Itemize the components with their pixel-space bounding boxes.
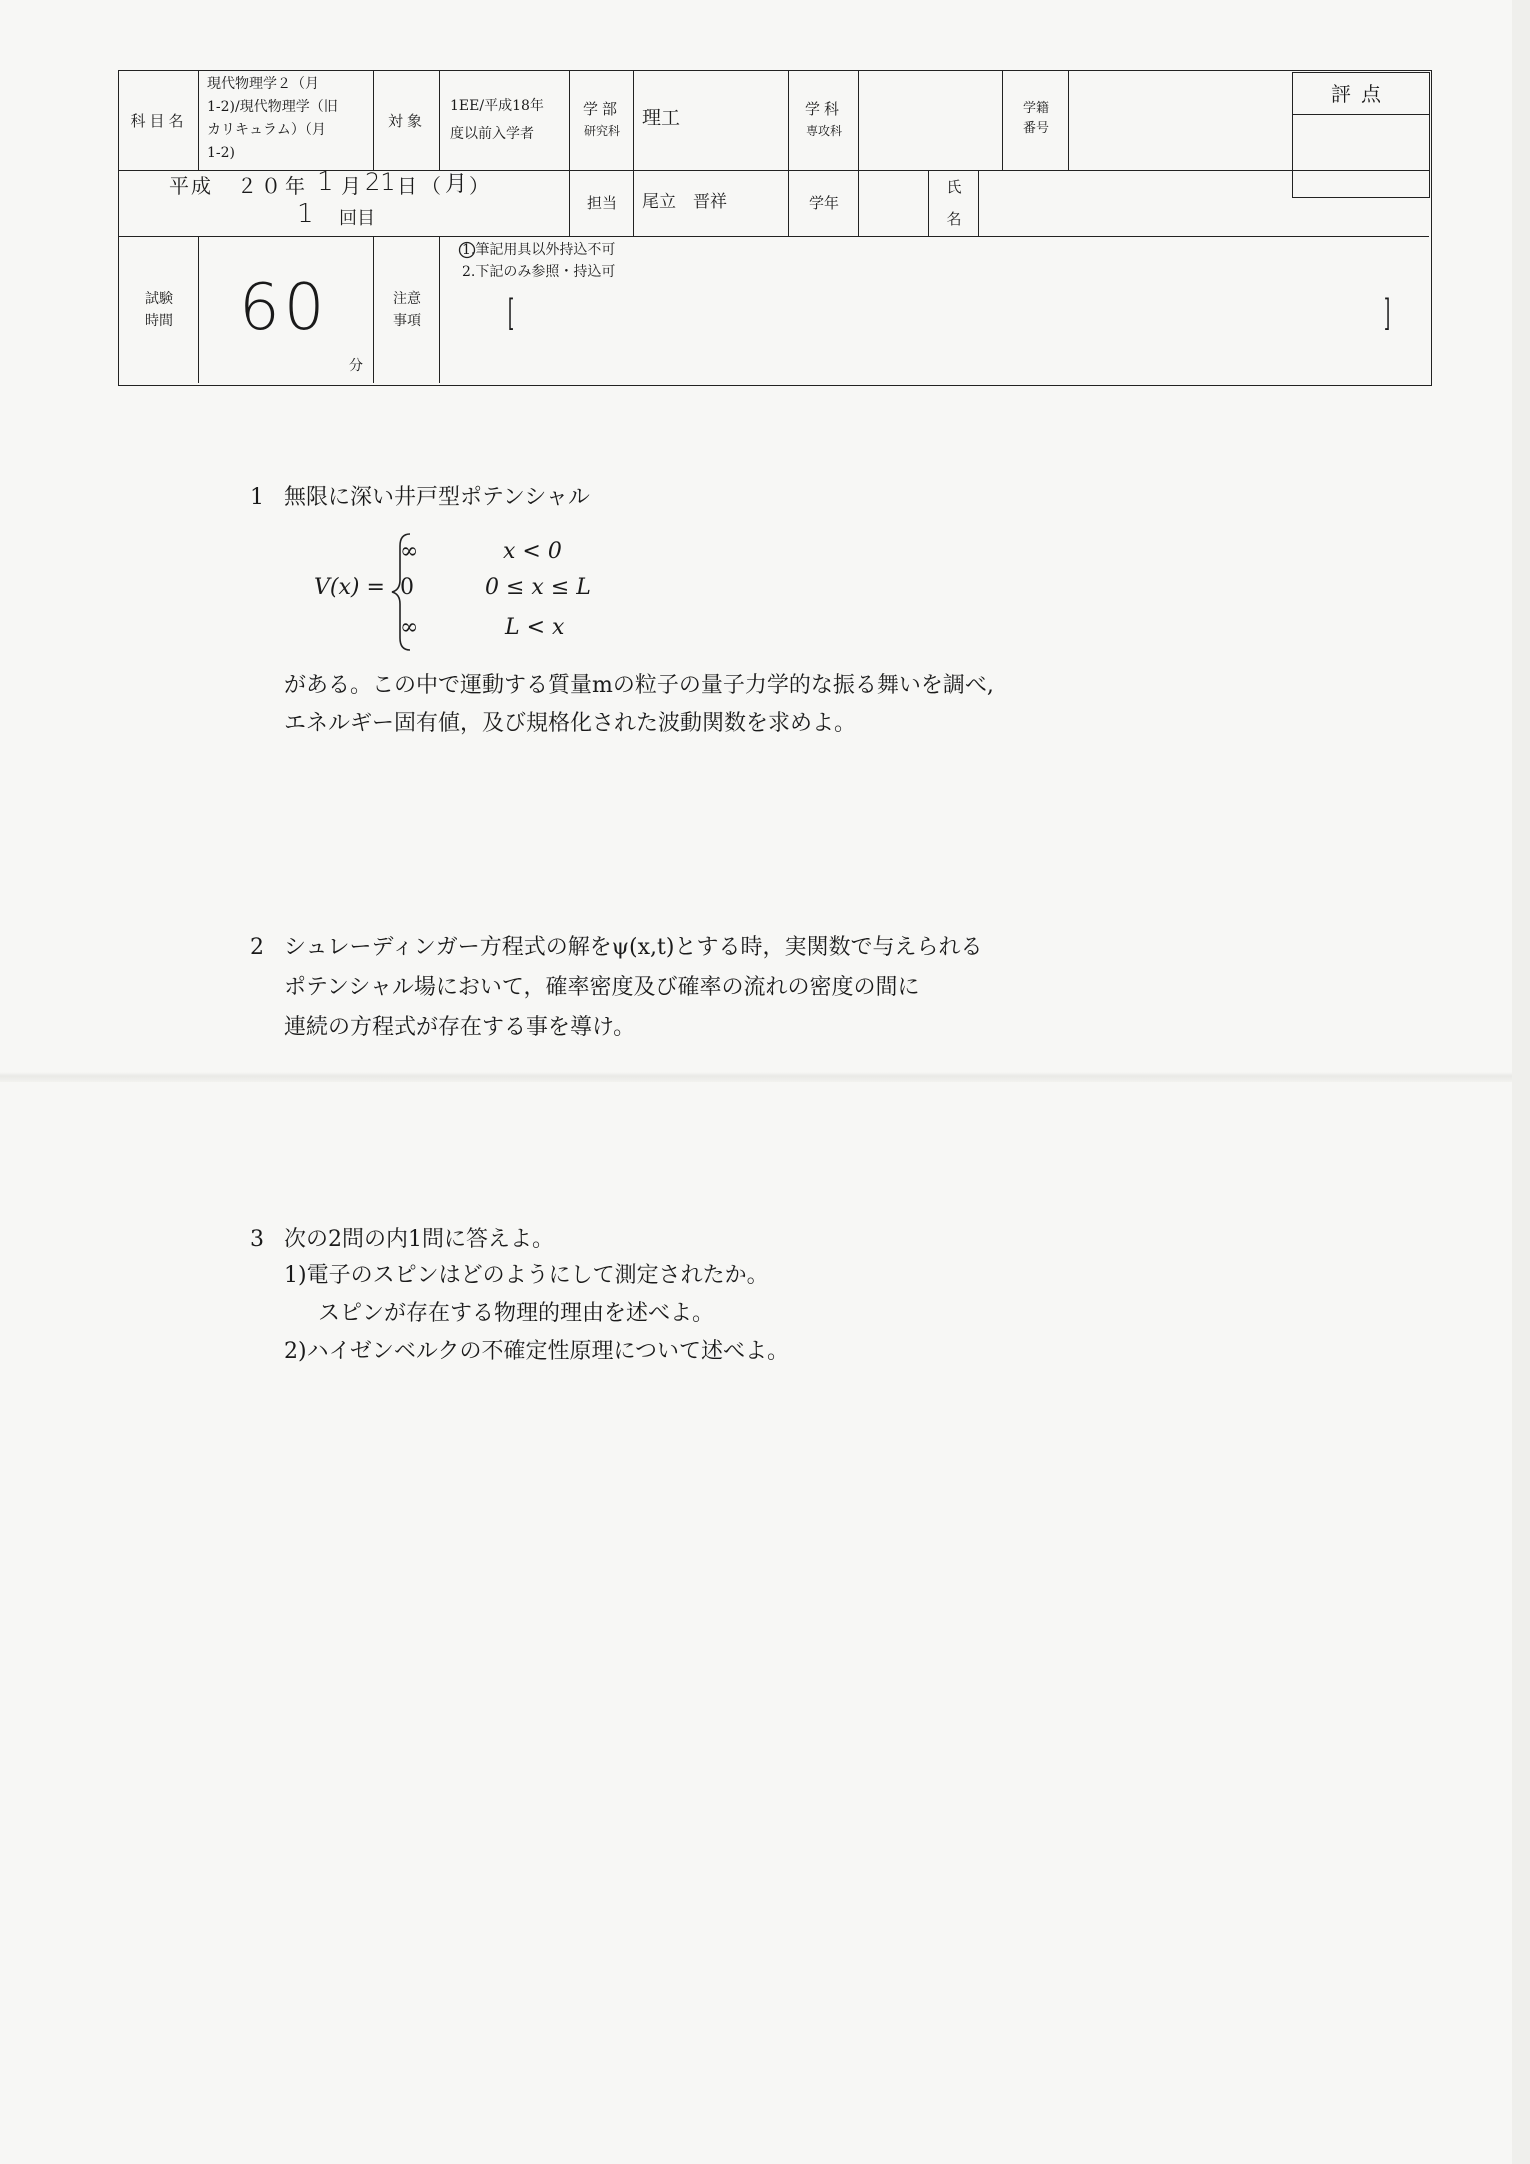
circled-number-icon: [458, 241, 476, 259]
subject-line-2: 1-2)/現代物理学（旧: [207, 99, 338, 115]
target-label-cell: [374, 71, 440, 171]
name-label-1: 氏: [946, 178, 962, 196]
paper-edge: [1512, 0, 1530, 2164]
subject-label: 科目名: [130, 112, 188, 130]
q1-body-line-1: がある。この中で運動する質量mの粒子の量子力学的な振る舞いを調べ,: [284, 673, 994, 698]
notes-value-cell: [440, 237, 1429, 383]
date-month-unit: 月: [341, 174, 361, 198]
department-value-cell: [859, 71, 1003, 171]
q2-line-3: 連続の方程式が存在する事を導け。: [284, 1015, 636, 1040]
teacher-label-cell: [570, 171, 634, 237]
paper-fold: [0, 1072, 1530, 1082]
subject-line-4: 1-2): [207, 145, 236, 161]
date-day-unit: 日: [397, 174, 417, 198]
q1-body-line-2: エネルギー固有値，及び規格化された波動関数を求めよ。: [284, 711, 857, 736]
date-day-hand: 21: [365, 168, 396, 196]
q3-line-1: 次の2問の内1問に答えよ。: [284, 1227, 554, 1252]
date-cell: [119, 167, 570, 237]
score-label: 評点: [1293, 73, 1429, 115]
exam-time-label-1: 試験: [145, 291, 173, 307]
subject-line-1: 現代物理学２（月: [207, 76, 319, 92]
target-line-2: 度以前入学者: [450, 126, 534, 142]
teacher-label: 担当: [586, 194, 617, 212]
exam-time-unit: 分: [349, 358, 363, 374]
notes-label-cell: [374, 237, 440, 383]
target-label: 対象: [387, 112, 426, 130]
q1-case-3-value: ∞: [400, 615, 419, 640]
target-line-1: 1EE/平成18年: [450, 98, 544, 114]
q1-number: 1: [250, 485, 264, 510]
date-prefix: 平成: [169, 174, 213, 198]
department-label-1: 学科: [804, 100, 843, 118]
faculty-label-2: 研究科: [583, 124, 620, 138]
session-unit: 回目: [339, 208, 375, 229]
grade-value-cell: [859, 171, 929, 237]
exam-time-label-cell: [119, 237, 199, 383]
date-month-hand: 1: [317, 167, 334, 197]
student-id-label-2: 番号: [1022, 121, 1049, 136]
q3-line-2: 1)電子のスピンはどのようにして測定されたか。: [284, 1263, 769, 1288]
teacher-value-cell: [634, 171, 789, 237]
q3-line-4: 2)ハイゼンベルクの不確定性原理について述べよ。: [284, 1339, 790, 1364]
date-weekday-close: ）: [469, 174, 489, 198]
session-hand: 1: [297, 199, 314, 229]
q1-case-2-condition: 0 ≤ x ≤ L: [485, 575, 591, 600]
department-label-cell: [789, 71, 859, 171]
notes-label-1: 注意: [393, 291, 421, 307]
grade-label: 学年: [808, 194, 839, 212]
exam-time-value-cell: [199, 237, 374, 383]
bracket-open: [: [507, 293, 515, 334]
q2-number: 2: [250, 935, 264, 960]
grade-label-cell: [789, 171, 859, 237]
name-label-cell: [929, 171, 979, 237]
date-weekday-hand: 月: [445, 172, 468, 197]
name-label-2: 名: [946, 210, 962, 228]
q3-number: 3: [250, 1227, 264, 1252]
faculty-value-cell: [634, 71, 789, 171]
notes-label-2: 事項: [393, 313, 421, 329]
q1-lhs: V(x) =: [314, 575, 385, 600]
subject-value-cell: [199, 71, 374, 171]
q1-case-2-value: 0: [400, 575, 414, 600]
department-label-2: 専攻科: [805, 124, 842, 138]
q1-case-3-condition: L < x: [505, 615, 565, 640]
note-1: 1.筆記用具以外持込不可: [462, 242, 616, 258]
q2-line-1: シュレーディンガー方程式の解をψ(x,t)とする時，実関数で与えられる: [284, 935, 983, 960]
exam-time-label-2: 時間: [145, 313, 173, 329]
subject-label-cell: [119, 71, 199, 171]
faculty-value: 理工: [642, 107, 681, 129]
bracket-close: ]: [1383, 293, 1391, 334]
q1-case-1-condition: x < 0: [503, 539, 562, 564]
note-2: 2.下記のみ参照・持込可: [462, 264, 616, 280]
date-weekday-open: （: [421, 174, 441, 198]
exam-time-value: 60: [239, 271, 329, 345]
q1-case-1-value: ∞: [400, 539, 419, 564]
student-id-label-1: 学籍: [1022, 101, 1049, 116]
date-year: ２０年: [237, 174, 309, 198]
target-value-cell: [440, 71, 570, 171]
subject-line-3: カリキュラム）（月: [207, 122, 326, 138]
faculty-label-1: 学部: [582, 100, 621, 118]
q1-title: 無限に深い井戸型ポテンシャル: [284, 485, 590, 510]
score-box: [1292, 72, 1430, 198]
faculty-label-cell: [570, 71, 634, 171]
teacher-value: 尾立 晋祥: [642, 192, 727, 212]
q3-line-3: スピンが存在する物理的理由を述べよ。: [318, 1301, 715, 1326]
student-id-label-cell: [1003, 71, 1069, 171]
q2-line-2: ポテンシャル場において，確率密度及び確率の流れの密度の間に: [284, 975, 920, 1000]
header-table: [118, 70, 1432, 386]
